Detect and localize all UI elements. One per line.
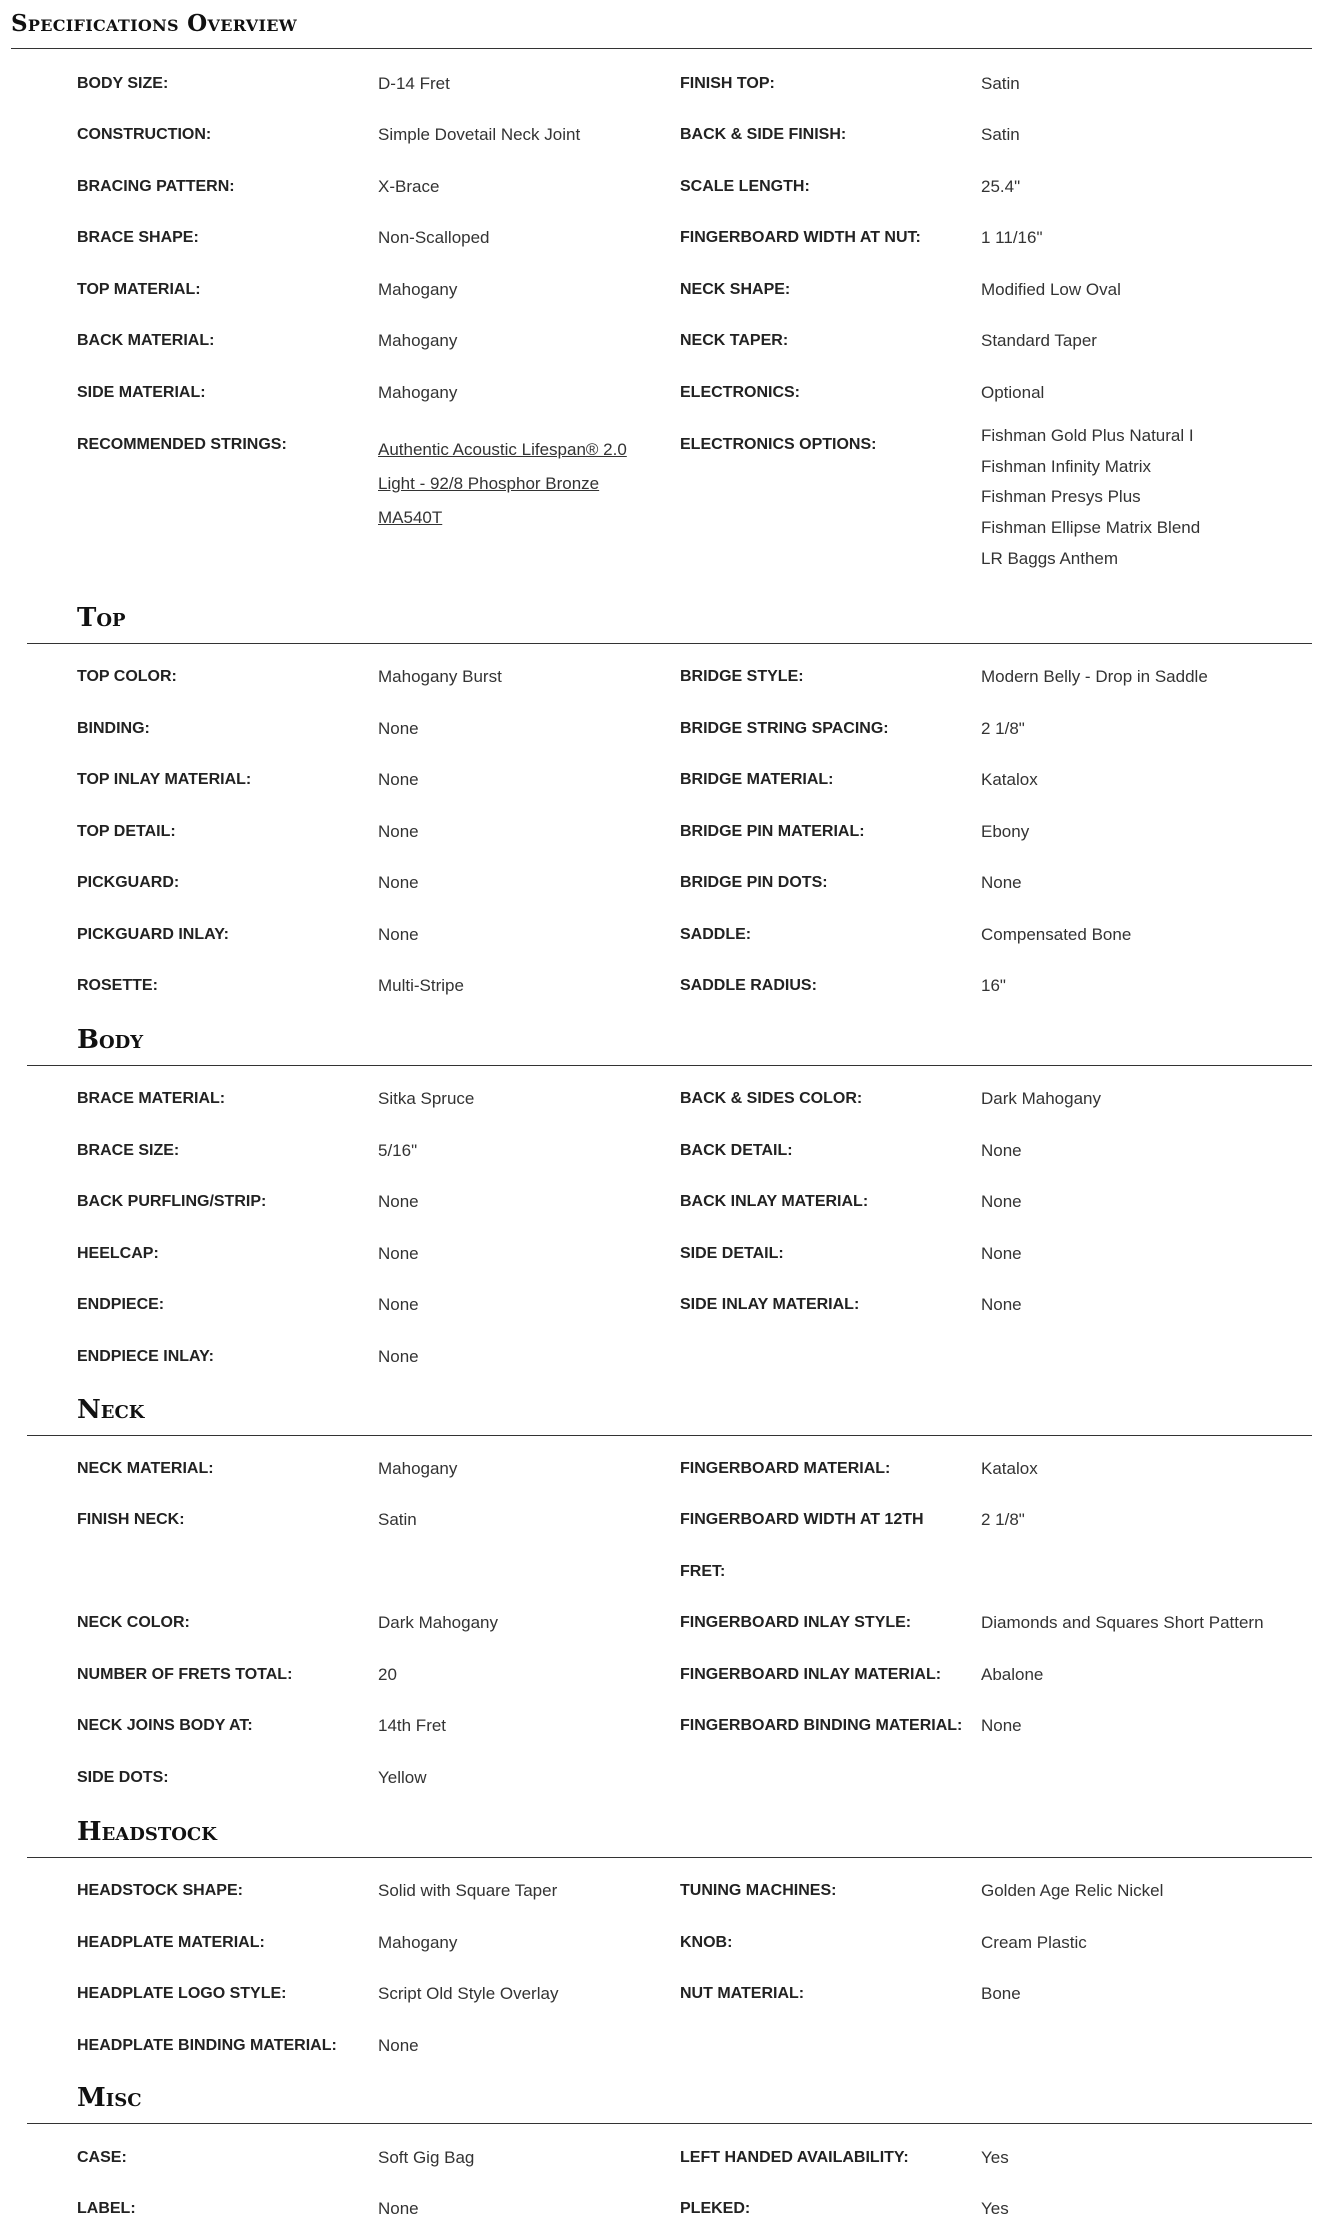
spec-label: HEADPLATE LOGO STYLE: bbox=[77, 1985, 287, 2002]
spec-value: None bbox=[378, 822, 419, 841]
spec-label: NUT MATERIAL: bbox=[680, 1985, 805, 2002]
spec-value: Katalox bbox=[981, 1459, 1038, 1478]
spec-value: Mahogany Burst bbox=[378, 667, 502, 686]
spec-value: None bbox=[378, 873, 419, 892]
spec-label: BRIDGE MATERIAL: bbox=[680, 771, 834, 788]
spec-label: PLEKED: bbox=[680, 2200, 751, 2217]
spec-label: NECK TAPER: bbox=[680, 332, 789, 349]
spec-label: TOP MATERIAL: bbox=[77, 281, 201, 298]
spec-label: TOP INLAY MATERIAL: bbox=[77, 771, 252, 788]
spec-label: RECOMMENDED STRINGS: bbox=[77, 436, 287, 453]
spec-label: ELECTRONICS OPTIONS: bbox=[680, 436, 877, 453]
spec-label: BRACE SIZE: bbox=[77, 1142, 180, 1159]
spec-label: SADDLE: bbox=[680, 926, 752, 943]
section-divider bbox=[27, 1065, 1312, 1066]
spec-label: NUMBER OF FRETS TOTAL: bbox=[77, 1666, 293, 1683]
spec-label: SIDE MATERIAL: bbox=[77, 384, 206, 401]
spec-value: None bbox=[378, 1192, 419, 1211]
spec-label: ENDPIECE: bbox=[77, 1296, 165, 1313]
spec-value: 2 1/8" bbox=[981, 1510, 1025, 1529]
spec-label: BACK & SIDES COLOR: bbox=[680, 1090, 863, 1107]
spec-label: BRIDGE STYLE: bbox=[680, 668, 804, 685]
spec-label: HEELCAP: bbox=[77, 1245, 159, 1262]
section-heading-body: Body bbox=[77, 1025, 144, 1055]
spec-label: BACK PURFLING/STRIP: bbox=[77, 1193, 267, 1210]
spec-value: None bbox=[378, 1244, 419, 1263]
spec-value: Golden Age Relic Nickel bbox=[981, 1881, 1164, 1900]
spec-value: 1 11/16" bbox=[981, 228, 1043, 247]
section-heading-neck: Neck bbox=[77, 1395, 145, 1425]
spec-label: BACK MATERIAL: bbox=[77, 332, 215, 349]
spec-label: ENDPIECE INLAY: bbox=[77, 1348, 214, 1365]
electronics-option: Fishman Infinity Matrix bbox=[981, 457, 1152, 476]
section-divider bbox=[27, 1857, 1312, 1858]
spec-value: Mahogany bbox=[378, 1459, 458, 1478]
spec-label: HEADPLATE BINDING MATERIAL: bbox=[77, 2037, 337, 2054]
spec-value: Non-Scalloped bbox=[378, 228, 490, 247]
spec-value: Bone bbox=[981, 1984, 1021, 2003]
spec-label: LABEL: bbox=[77, 2200, 136, 2217]
spec-value: Script Old Style Overlay bbox=[378, 1984, 559, 2003]
spec-value: Abalone bbox=[981, 1665, 1044, 1684]
spec-label: TOP DETAIL: bbox=[77, 823, 176, 840]
spec-label: LEFT HANDED AVAILABILITY: bbox=[680, 2149, 909, 2166]
spec-value: Compensated Bone bbox=[981, 925, 1132, 944]
spec-value: Dark Mahogany bbox=[981, 1089, 1102, 1108]
recommended-strings-link[interactable]: Light - 92/8 Phosphor Bronze bbox=[378, 474, 600, 493]
spec-value: None bbox=[378, 925, 419, 944]
spec-value: Satin bbox=[981, 74, 1020, 93]
spec-label: BRIDGE PIN DOTS: bbox=[680, 874, 828, 891]
spec-value: Mahogany bbox=[378, 331, 458, 350]
spec-value: Solid with Square Taper bbox=[378, 1881, 558, 1900]
spec-value: None bbox=[378, 770, 419, 789]
spec-value: X-Brace bbox=[378, 177, 440, 196]
spec-label: HEADSTOCK SHAPE: bbox=[77, 1882, 243, 1899]
spec-label: SIDE INLAY MATERIAL: bbox=[680, 1296, 860, 1313]
spec-label: FINGERBOARD WIDTH AT 12TH FRET: bbox=[680, 1511, 924, 1580]
spec-value: 2 1/8" bbox=[981, 719, 1025, 738]
spec-value: Diamonds and Squares Short Pattern bbox=[981, 1613, 1264, 1632]
electronics-option: Fishman Ellipse Matrix Blend bbox=[981, 518, 1201, 537]
spec-label: SCALE LENGTH: bbox=[680, 178, 810, 195]
spec-value: None bbox=[981, 1141, 1022, 1160]
spec-value: Modern Belly - Drop in Saddle bbox=[981, 667, 1208, 686]
spec-value: Satin bbox=[378, 1510, 417, 1529]
section-divider bbox=[27, 643, 1312, 644]
spec-value: None bbox=[981, 1716, 1022, 1735]
spec-value: Yellow bbox=[378, 1768, 427, 1787]
electronics-option: Fishman Gold Plus Natural I bbox=[981, 426, 1194, 445]
spec-value: Yes bbox=[981, 2148, 1009, 2167]
spec-label: FINGERBOARD BINDING MATERIAL: bbox=[680, 1717, 963, 1734]
spec-value: Dark Mahogany bbox=[378, 1613, 499, 1632]
spec-label: CASE: bbox=[77, 2149, 127, 2166]
electronics-option: LR Baggs Anthem bbox=[981, 549, 1119, 568]
spec-value: Sitka Spruce bbox=[378, 1089, 475, 1108]
spec-value: 25.4" bbox=[981, 177, 1021, 196]
spec-value: None bbox=[981, 1295, 1022, 1314]
section-heading-misc: Misc bbox=[77, 2083, 142, 2113]
spec-value: None bbox=[378, 719, 419, 738]
spec-value: Simple Dovetail Neck Joint bbox=[378, 125, 581, 144]
spec-value: D-14 Fret bbox=[378, 74, 450, 93]
section-divider bbox=[27, 2123, 1312, 2124]
section-heading-top: Top bbox=[77, 603, 126, 633]
spec-label: FINGERBOARD MATERIAL: bbox=[680, 1460, 891, 1477]
spec-label: NECK JOINS BODY AT: bbox=[77, 1717, 253, 1734]
spec-value: Katalox bbox=[981, 770, 1038, 789]
spec-value: Mahogany bbox=[378, 280, 458, 299]
recommended-strings-link[interactable]: Authentic Acoustic Lifespan® 2.0 bbox=[378, 440, 627, 459]
spec-value: None bbox=[981, 1244, 1022, 1263]
spec-label: HEADPLATE MATERIAL: bbox=[77, 1934, 265, 1951]
spec-value: Multi-Stripe bbox=[378, 976, 464, 995]
spec-label: FINGERBOARD INLAY STYLE: bbox=[680, 1614, 912, 1631]
spec-label: NECK COLOR: bbox=[77, 1614, 190, 1631]
spec-label: SIDE DETAIL: bbox=[680, 1245, 784, 1262]
spec-value: None bbox=[378, 2036, 419, 2055]
spec-label: BRIDGE PIN MATERIAL: bbox=[680, 823, 865, 840]
section-heading-headstock: Headstock bbox=[77, 1817, 217, 1847]
spec-label: FINGERBOARD INLAY MATERIAL: bbox=[680, 1666, 942, 1683]
spec-label: BINDING: bbox=[77, 720, 150, 737]
spec-value: Soft Gig Bag bbox=[378, 2148, 475, 2167]
spec-value: None bbox=[378, 2199, 419, 2218]
spec-label: BODY SIZE: bbox=[77, 75, 169, 92]
spec-label: BRACE SHAPE: bbox=[77, 229, 199, 246]
spec-value: Standard Taper bbox=[981, 331, 1097, 350]
spec-value: None bbox=[378, 1295, 419, 1314]
spec-value: Cream Plastic bbox=[981, 1933, 1087, 1952]
page-title: Specifications Overview bbox=[11, 10, 298, 37]
spec-label: NECK SHAPE: bbox=[680, 281, 791, 298]
spec-label: BRIDGE STRING SPACING: bbox=[680, 720, 889, 737]
spec-value: 14th Fret bbox=[378, 1716, 447, 1735]
spec-value: None bbox=[378, 1347, 419, 1366]
spec-value: Mahogany bbox=[378, 1933, 458, 1952]
recommended-strings-link[interactable]: MA540T bbox=[378, 508, 443, 527]
spec-label: FINGERBOARD WIDTH AT NUT: bbox=[680, 229, 921, 246]
electronics-option: Fishman Presys Plus bbox=[981, 487, 1141, 506]
spec-label: SADDLE RADIUS: bbox=[680, 977, 817, 994]
spec-label: BRACE MATERIAL: bbox=[77, 1090, 226, 1107]
spec-label: TOP COLOR: bbox=[77, 668, 177, 685]
spec-label: PICKGUARD INLAY: bbox=[77, 926, 230, 943]
spec-label: ELECTRONICS: bbox=[680, 384, 800, 401]
spec-label: NECK MATERIAL: bbox=[77, 1460, 214, 1477]
spec-label: FINISH TOP: bbox=[680, 75, 775, 92]
spec-value: Optional bbox=[981, 383, 1045, 402]
spec-label: FINISH NECK: bbox=[77, 1511, 185, 1528]
spec-label: PICKGUARD: bbox=[77, 874, 180, 891]
spec-label: SIDE DOTS: bbox=[77, 1769, 169, 1786]
spec-value: Yes bbox=[981, 2199, 1009, 2218]
spec-value: Ebony bbox=[981, 822, 1030, 841]
spec-value: Satin bbox=[981, 125, 1020, 144]
spec-label: ROSETTE: bbox=[77, 977, 158, 994]
spec-label: TUNING MACHINES: bbox=[680, 1882, 837, 1899]
spec-value: None bbox=[981, 1192, 1022, 1211]
spec-label: BRACING PATTERN: bbox=[77, 178, 235, 195]
spec-label: BACK DETAIL: bbox=[680, 1142, 793, 1159]
spec-value: Mahogany bbox=[378, 383, 458, 402]
spec-value: None bbox=[981, 873, 1022, 892]
spec-label: BACK INLAY MATERIAL: bbox=[680, 1193, 869, 1210]
spec-value: 20 bbox=[378, 1665, 397, 1684]
spec-label: KNOB: bbox=[680, 1934, 733, 1951]
spec-value: 16" bbox=[981, 976, 1006, 995]
title-divider bbox=[11, 48, 1312, 49]
spec-label: CONSTRUCTION: bbox=[77, 126, 212, 143]
section-divider bbox=[27, 1435, 1312, 1436]
spec-value: Modified Low Oval bbox=[981, 280, 1121, 299]
spec-value: 5/16" bbox=[378, 1141, 418, 1160]
spec-label: BACK & SIDE FINISH: bbox=[680, 126, 847, 143]
